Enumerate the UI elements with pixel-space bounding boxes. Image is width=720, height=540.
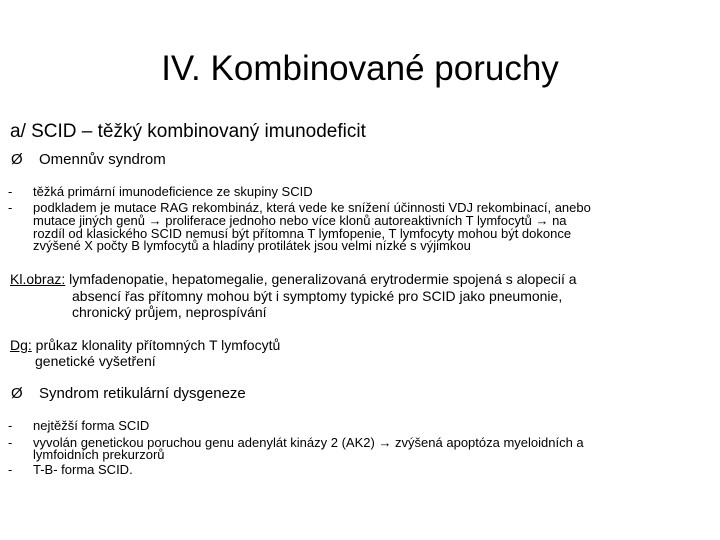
omenn-heading [0, 150, 720, 170]
diagnosis-text: průkaz klonality přítomných T lymfocytů [31, 337, 281, 353]
dash-bullet: - [8, 462, 13, 477]
clinical-label: Kl.obraz: [10, 271, 66, 287]
list-item-text: vyvolán genetickou poruchou genu adenylát kinázy 2 (AK2) → zvýšená apoptóza myeloidních a [33, 435, 584, 450]
dash-bullet: - [8, 200, 13, 215]
arrow-bullet-icon: Ø [11, 151, 23, 168]
arrow-bullet-icon: Ø [11, 385, 23, 402]
omenn-heading-text: Omennův syndrom [39, 151, 166, 168]
section-heading: a/ SCID – těžký kombinovaný imunodeficit [10, 121, 366, 142]
clinical-line-3: chronický průjem, neprospívání [72, 304, 267, 320]
clinical-line-2: absencí řas přítomny mohou být i symptomy typické pro SCID jako pneumonie, [72, 288, 563, 304]
reticular-heading [0, 384, 720, 404]
clinical-text: lymfadenopatie, hepatomegalie, generalizovaná erytrodermie spojená s alopecií a [65, 271, 577, 287]
clinical-line-1 [10, 271, 577, 287]
list-item [0, 464, 720, 476]
diagnosis-label: Dg: [10, 337, 32, 353]
list-item-text: T-B- forma SCID. [33, 462, 133, 477]
list-item-text: nejtěžší forma SCID [33, 418, 150, 433]
list-item-continuation: rozdíl od klasického SCID nemusí být přítomna T lymfopenie, T lymfocyty mohou být dokonce [33, 226, 572, 241]
list-item-continuation: lymfoidních prekurzorů [33, 447, 165, 462]
list-item-continuation: zvýšené X počty B lymfocytů a hladiny protilátek jsou velmi nízké s výjimkou [33, 238, 471, 253]
reticular-heading-text: Syndrom retikulární dysgeneze [39, 385, 246, 402]
diagnosis-line-1 [10, 337, 280, 353]
dash-bullet: - [8, 418, 13, 433]
dash-bullet: - [8, 435, 13, 450]
dash-bullet: - [8, 184, 13, 199]
slide-title: IV. Kombinované poruchy [161, 49, 559, 88]
list-item-text: těžká primární imunodeficience ze skupiny SCID [33, 184, 313, 199]
list-item [0, 186, 720, 198]
diagnosis-line-2: genetické vyšetření [35, 353, 156, 369]
list-item-text: podkladem je mutace RAG rekombináz, která vede ke snížení účinnosti VDJ rekombinací, anebo [33, 200, 591, 215]
list-item [0, 420, 720, 432]
list-item-continuation: mutace jiných genů → proliferace jednoho nebo více klonů autoreaktivních T lymfocytů → na [33, 213, 567, 228]
